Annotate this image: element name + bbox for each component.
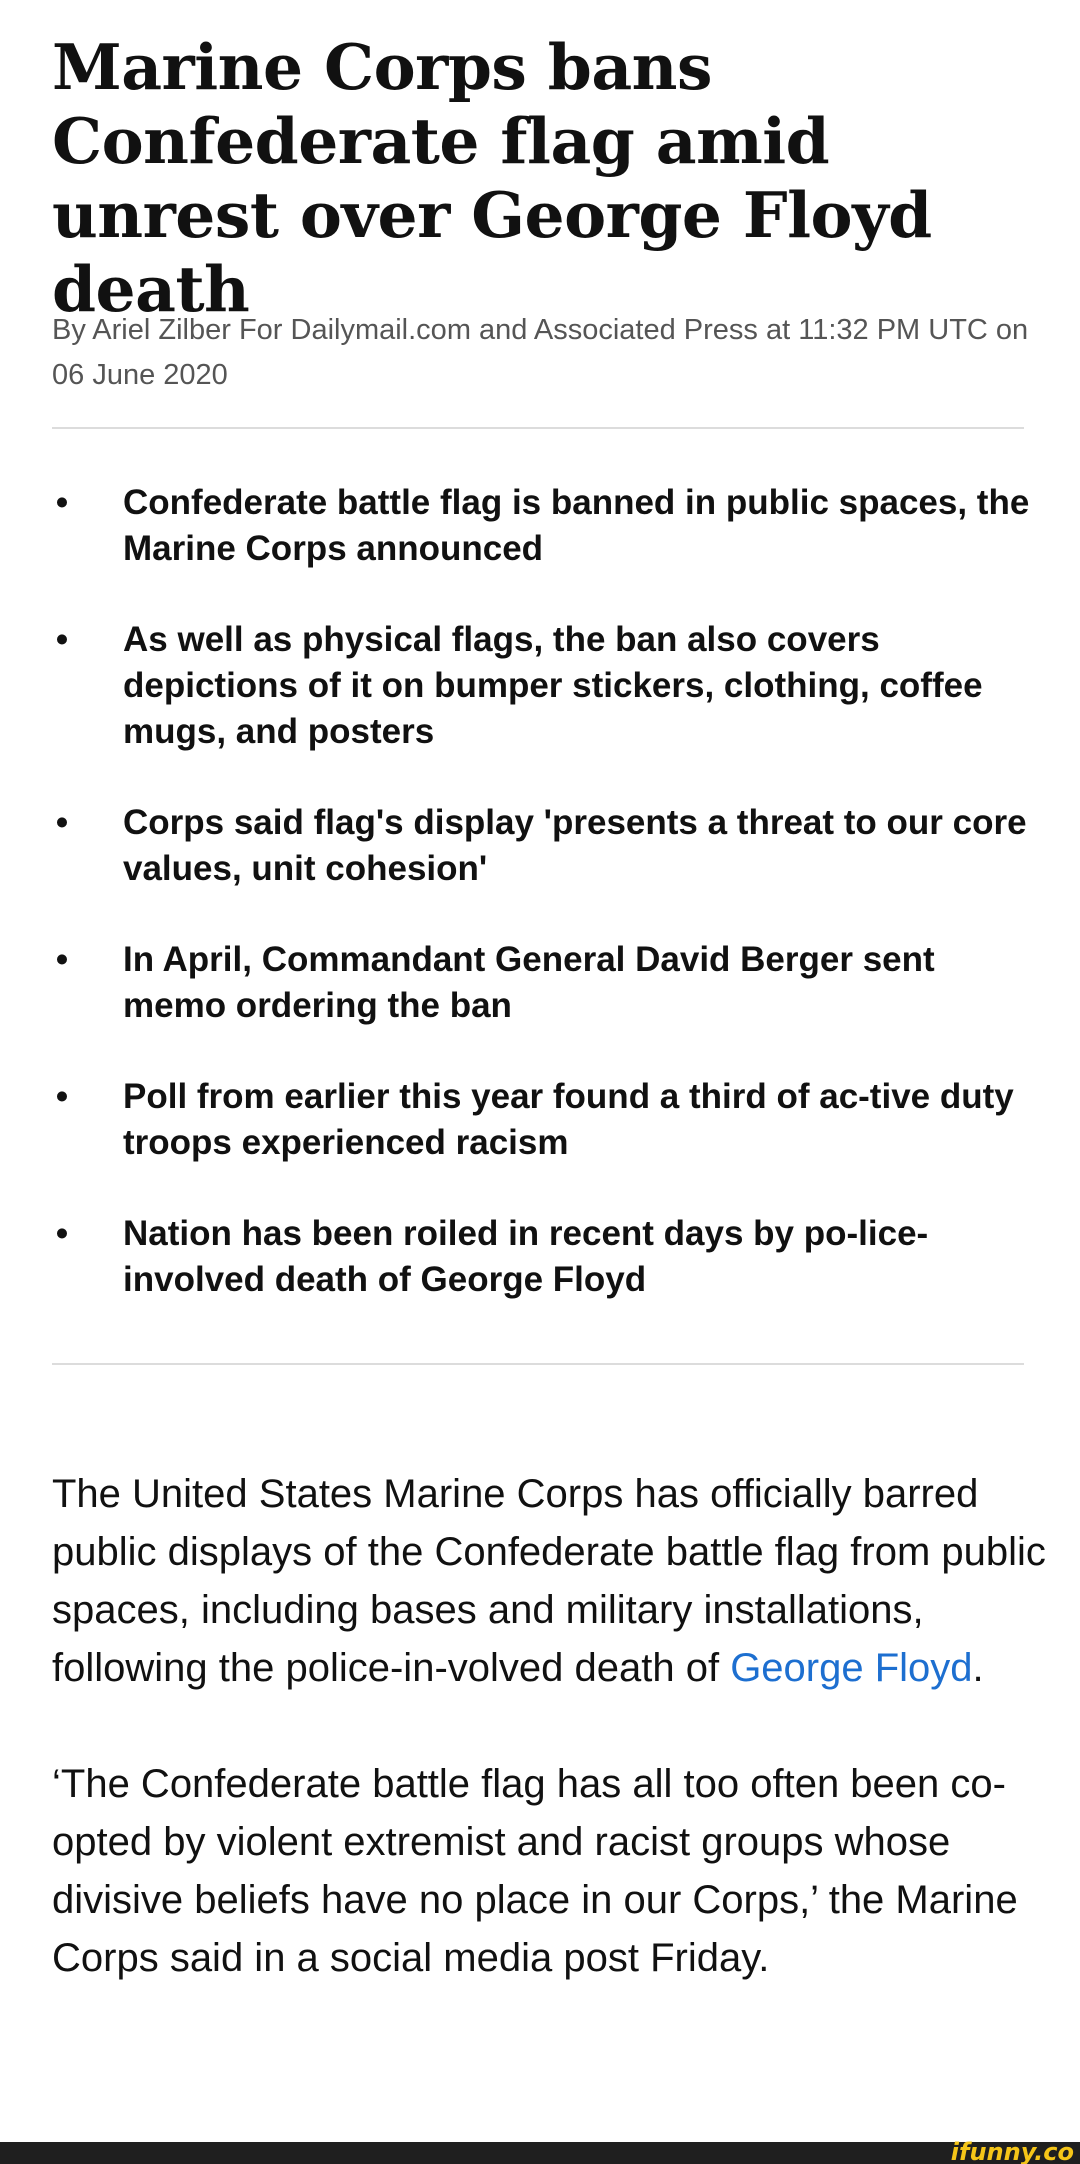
bullet-icon: •: [55, 1077, 69, 1116]
bullet-icon: •: [55, 620, 69, 659]
summary-bullet: [52, 937, 1042, 1029]
divider-top: [52, 427, 1024, 429]
summary-bullets: [52, 480, 1042, 1348]
summary-bullet: [52, 800, 1042, 892]
bullet-icon: •: [55, 940, 69, 979]
bullet-icon: •: [55, 803, 69, 842]
ifunny-watermark: ifunny.co: [950, 2138, 1074, 2164]
paragraph-text: The United States Marine Corps has officially barred public displays of the Confederate battle flag from public spaces, including bases and military installations, following the police-in-volved death of: [52, 1472, 1046, 1690]
bullet-text: Corps said flag's display 'presents a threat to our core values, unit cohesion': [123, 803, 1027, 888]
bullet-text: Poll from earlier this year found a third of ac-tive duty troops experienced racism: [123, 1077, 1014, 1162]
bullet-text: As well as physical flags, the ban also covers depictions of it on bumper stickers, clothing, coffee mugs, and posters: [123, 620, 983, 751]
divider-bottom: [52, 1363, 1024, 1365]
bullet-text: In April, Commandant General David Berger sent memo ordering the ban: [123, 940, 935, 1025]
george-floyd-link[interactable]: George Floyd: [730, 1646, 973, 1690]
bullet-icon: •: [55, 1214, 69, 1253]
summary-bullet: [52, 480, 1042, 572]
bullet-icon: •: [55, 483, 69, 522]
paragraph-end: .: [972, 1646, 984, 1690]
bullet-text: Confederate battle flag is banned in public spaces, the Marine Corps announced: [123, 483, 1030, 568]
article-body: [52, 1465, 1052, 2045]
body-paragraph-2: ‘The Confederate battle flag has all too often been co-opted by violent extremist and racist groups whose divisive beliefs have no place in our Corps,’ the Marine Corps said in a social media post Friday.: [52, 1762, 1018, 1980]
byline: By Ariel Zilber For Dailymail.com and Associated Press at 11:32 PM UTC on 06 June 2020: [52, 314, 1029, 391]
summary-bullet: [52, 617, 1042, 755]
watermark-bar: [0, 2138, 1080, 2164]
summary-bullet: [52, 1211, 1042, 1303]
summary-bullet: [52, 1074, 1042, 1166]
body-paragraph-1: [52, 1465, 1052, 1697]
bullet-text: Nation has been roiled in recent days by po-lice-involved death of George Floyd: [123, 1214, 929, 1299]
headline: Marine Corps bans Confederate flag amid unrest over George Floyd death: [52, 30, 932, 326]
